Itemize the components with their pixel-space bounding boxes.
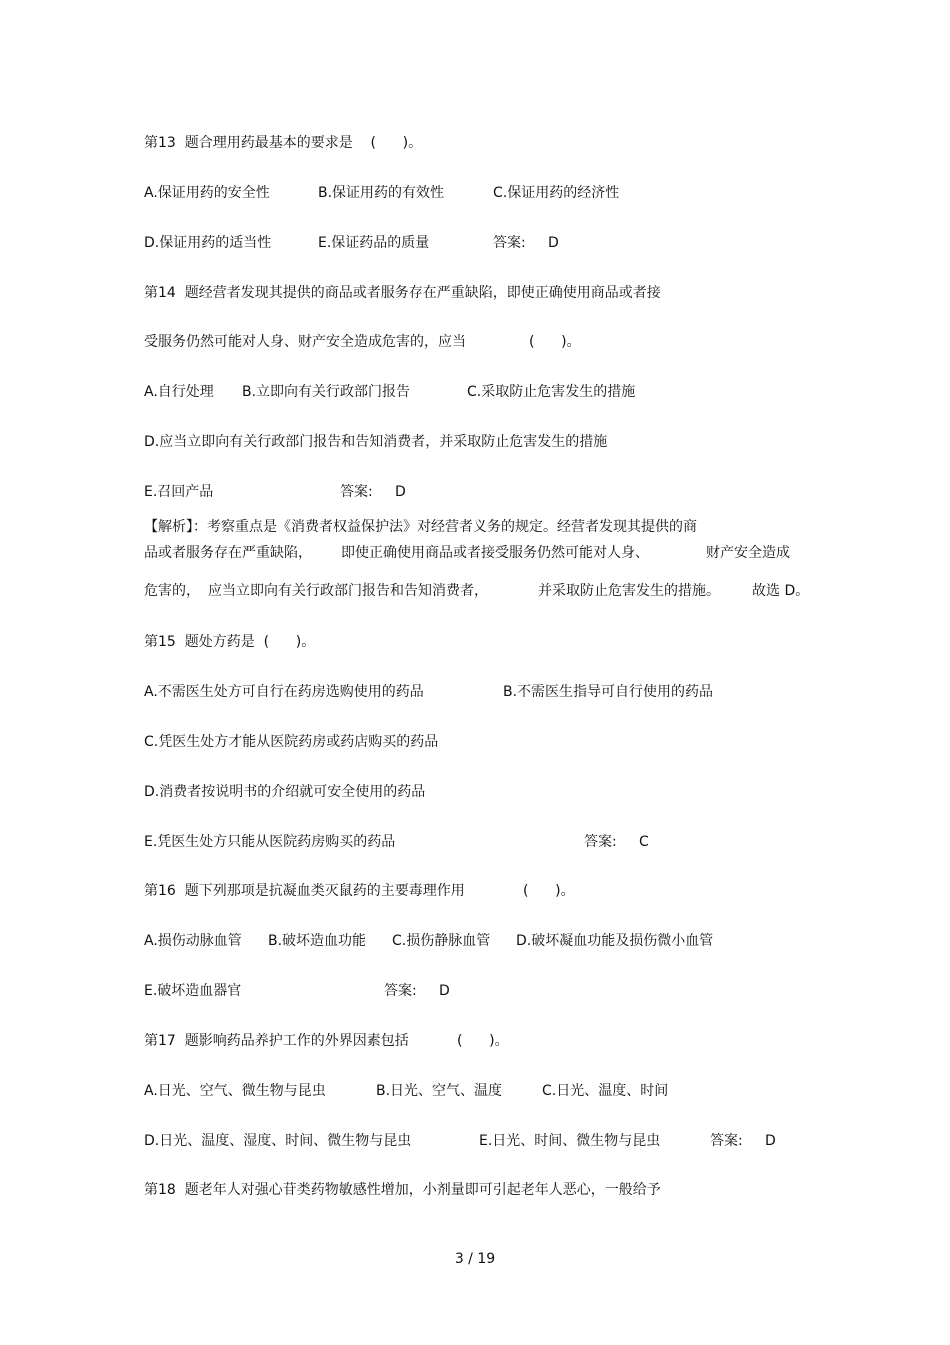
q14-analysis-line2b: 即使正确使用商品或者接受服务仍然可能对人身、 [341, 545, 649, 561]
q14-analysis-line3d: 故选 D。 [752, 583, 810, 599]
q14-answer: 答案: D [340, 484, 406, 500]
q14-analysis-line3a: 危害的， [144, 583, 200, 599]
q13-option-a: A.保证用药的安全性 [144, 185, 270, 201]
q13-option-d: D.保证用药的适当性 [144, 235, 272, 251]
q14-analysis-line3c: 并采取防止危害发生的措施。 [538, 583, 720, 599]
q14-analysis-line1: 【解析】：考察重点是《消费者权益保护法》对经营者义务的规定。经营者发现其提供的商 [144, 519, 697, 535]
page-number: 3 / 19 [454, 1251, 496, 1267]
q14-option-e: E.召回产品 [144, 484, 214, 500]
q14-stem-line2: 受服务仍然可能对人身、财产安全造成危害的，应当 [144, 334, 466, 350]
q17-stem: 第17 题影响药品养护工作的外界因素包括 [144, 1033, 409, 1049]
q15-option-d: D.消费者按说明书的介绍就可安全使用的药品 [144, 784, 426, 800]
q16-paren: ( )。 [523, 883, 575, 899]
q14-option-d: D.应当立即向有关行政部门报告和告知消费者，并采取防止危害发生的措施 [144, 434, 608, 450]
q14-analysis-line2a: 品或者服务存在严重缺陷， [144, 545, 312, 561]
q13-option-c: C.保证用药的经济性 [493, 185, 620, 201]
q16-option-a: A.损伤动脉血管 [144, 933, 242, 949]
q18-stem: 第18 题老年人对强心苷类药物敏感性增加，小剂量即可引起老年人恶心，一般给予 [144, 1182, 661, 1198]
q14-option-b: B.立即向有关行政部门报告 [242, 384, 411, 400]
q16-option-d: D.破坏凝血功能及损伤微小血管 [516, 933, 714, 949]
q17-option-e: E.日光、时间、微生物与昆虫 [479, 1133, 661, 1149]
q16-answer: 答案: D [384, 983, 450, 999]
q15-option-e: E.凭医生处方只能从医院药房购买的药品 [144, 834, 396, 850]
q17-answer: 答案: D [710, 1133, 776, 1149]
q17-option-d: D.日光、温度、湿度、时间、微生物与昆虫 [144, 1133, 412, 1149]
q13-answer: 答案: D [493, 235, 559, 251]
q17-option-b: B.日光、空气、温度 [376, 1083, 503, 1099]
q15-stem: 第15 题处方药是 ( )。 [144, 634, 316, 650]
q17-option-a: A.日光、空气、微生物与昆虫 [144, 1083, 326, 1099]
q14-stem-line1: 第14 题经营者发现其提供的商品或者服务存在严重缺陷，即使正确使用商品或者接 [144, 285, 661, 301]
q14-analysis-line3b: 应当立即向有关行政部门报告和告知消费者， [208, 583, 488, 599]
q17-paren: ( )。 [457, 1033, 509, 1049]
q15-option-a: A.不需医生处方可自行在药房选购使用的药品 [144, 684, 424, 700]
q17-option-c: C.日光、温度、时间 [542, 1083, 669, 1099]
q16-stem: 第16 题下列那项是抗凝血类灭鼠药的主要毒理作用 [144, 883, 465, 899]
q14-option-a: A.自行处理 [144, 384, 214, 400]
q13-option-b: B.保证用药的有效性 [318, 185, 445, 201]
q14-option-c: C.采取防止危害发生的措施 [467, 384, 636, 400]
q13-option-e: E.保证药品的质量 [318, 235, 430, 251]
q16-option-c: C.损伤静脉血管 [392, 933, 491, 949]
q15-answer: 答案: C [584, 834, 649, 850]
q15-option-b: B.不需医生指导可自行使用的药品 [503, 684, 714, 700]
q13-stem: 第13 题合理用药最基本的要求是 ( )。 [144, 135, 423, 151]
q15-option-c: C.凭医生处方才能从医院药房或药店购买的药品 [144, 734, 439, 750]
q14-analysis-line2c: 财产安全造成 [706, 545, 790, 561]
q16-option-e: E.破坏造血器官 [144, 983, 242, 999]
q16-option-b: B.破坏造血功能 [268, 933, 367, 949]
q14-paren: ( )。 [529, 334, 581, 350]
